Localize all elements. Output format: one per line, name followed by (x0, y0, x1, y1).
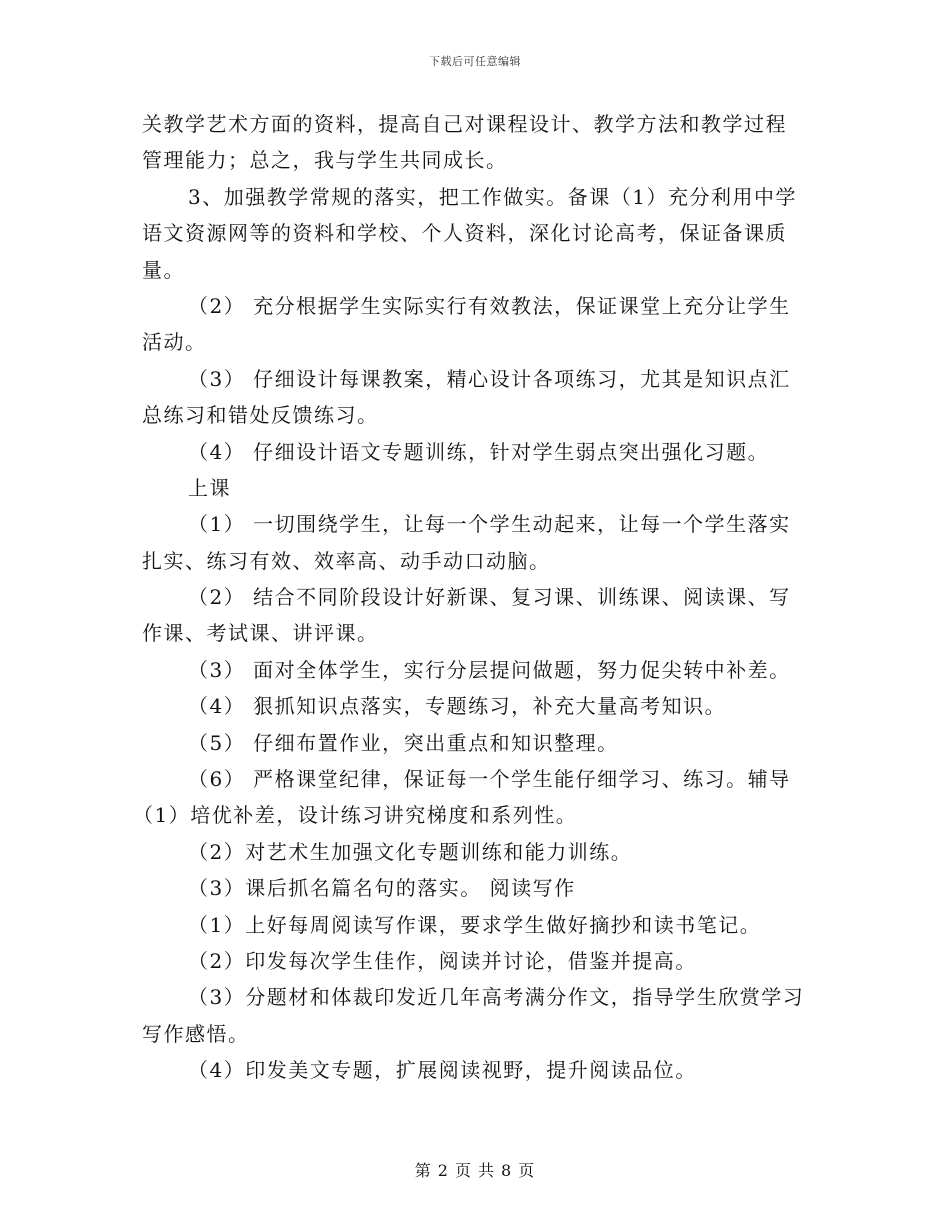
text-line: （4） 狠抓知识点落实，专题练习，补充大量高考知识。 (188, 694, 727, 719)
text-line: （1）培优补差，设计练习讲究梯度和系列性。 (133, 803, 578, 828)
text-line: （3） 仔细设计每课教案，精心设计各项练习，尤其是知识点汇 (188, 366, 791, 391)
text-line: （2）印发每次学生佳作，阅读并讨论，借鉴并提高。 (188, 948, 697, 973)
text-line: 总练习和错处反馈练习。 (142, 403, 379, 428)
text-line: （1） 一切围绕学生，让每一个学生动起来，让每一个学生落实 (188, 512, 791, 537)
text-line: 3、加强教学常规的落实，把工作做实。备课（1）充分利用中学 (188, 184, 797, 209)
text-line: 作课、考试课、讲评课。 (142, 621, 379, 646)
text-line: （2） 充分根据学生实际实行有效教法，保证课堂上充分让学生 (188, 293, 791, 318)
text-line: （3）课后抓名篇名句的落实。 阅读写作 (188, 876, 576, 901)
text-line: （4）印发美文专题，扩展阅读视野，提升阅读品位。 (188, 1058, 697, 1083)
text-line: 写作感悟。 (142, 1021, 250, 1046)
footer-suffix: 页 (518, 1161, 536, 1180)
body-text (133, 106, 810, 1089)
text-line: 语文资源网等的资料和学校、个人资料，深化讨论高考，保证备课质 (142, 221, 787, 246)
text-line: 活动。 (142, 330, 207, 355)
text-line: 关教学艺术方面的资料，提高自己对课程设计、教学方法和教学过程 (142, 112, 787, 136)
page-footer (0, 1158, 950, 1181)
text-line: （3） 面对全体学生，实行分层提问做题，努力促尖转中补差。 (188, 657, 791, 682)
footer-prefix: 第 (414, 1161, 432, 1180)
total-page-count: 8 (501, 1161, 513, 1180)
text-line: 上课 (188, 475, 231, 500)
text-line: （2） 结合不同阶段设计好新课、复习课、训练课、阅读课、写 (188, 585, 791, 610)
text-line: （3）分题材和体裁印发近几年高考满分作文，指导学生欣赏学习 (188, 985, 805, 1010)
text-line: 量。 (142, 257, 185, 282)
text-line: （1）上好每周阅读写作课，要求学生做好摘抄和读书笔记。 (188, 912, 762, 937)
footer-middle: 页 共 (454, 1161, 496, 1180)
text-line: （2）对艺术生加强文化专题训练和能力训练。 (188, 839, 633, 864)
text-line: 扎实、练习有效、效率高、动手动口动脑。 (142, 548, 551, 573)
text-line: 管理能力；总之，我与学生共同成长。 (142, 148, 508, 173)
text-line: （4） 仔细设计语文专题训练，针对学生弱点突出强化习题。 (188, 439, 770, 464)
current-page-number: 2 (437, 1161, 449, 1180)
text-line: （6） 严格课堂纪律，保证每一个学生能仔细学习、练习。辅导 (188, 767, 791, 792)
page-header: 下载后可任意编辑 (429, 55, 521, 68)
text-line: （5） 仔细布置作业，突出重点和知识整理。 (188, 730, 619, 755)
